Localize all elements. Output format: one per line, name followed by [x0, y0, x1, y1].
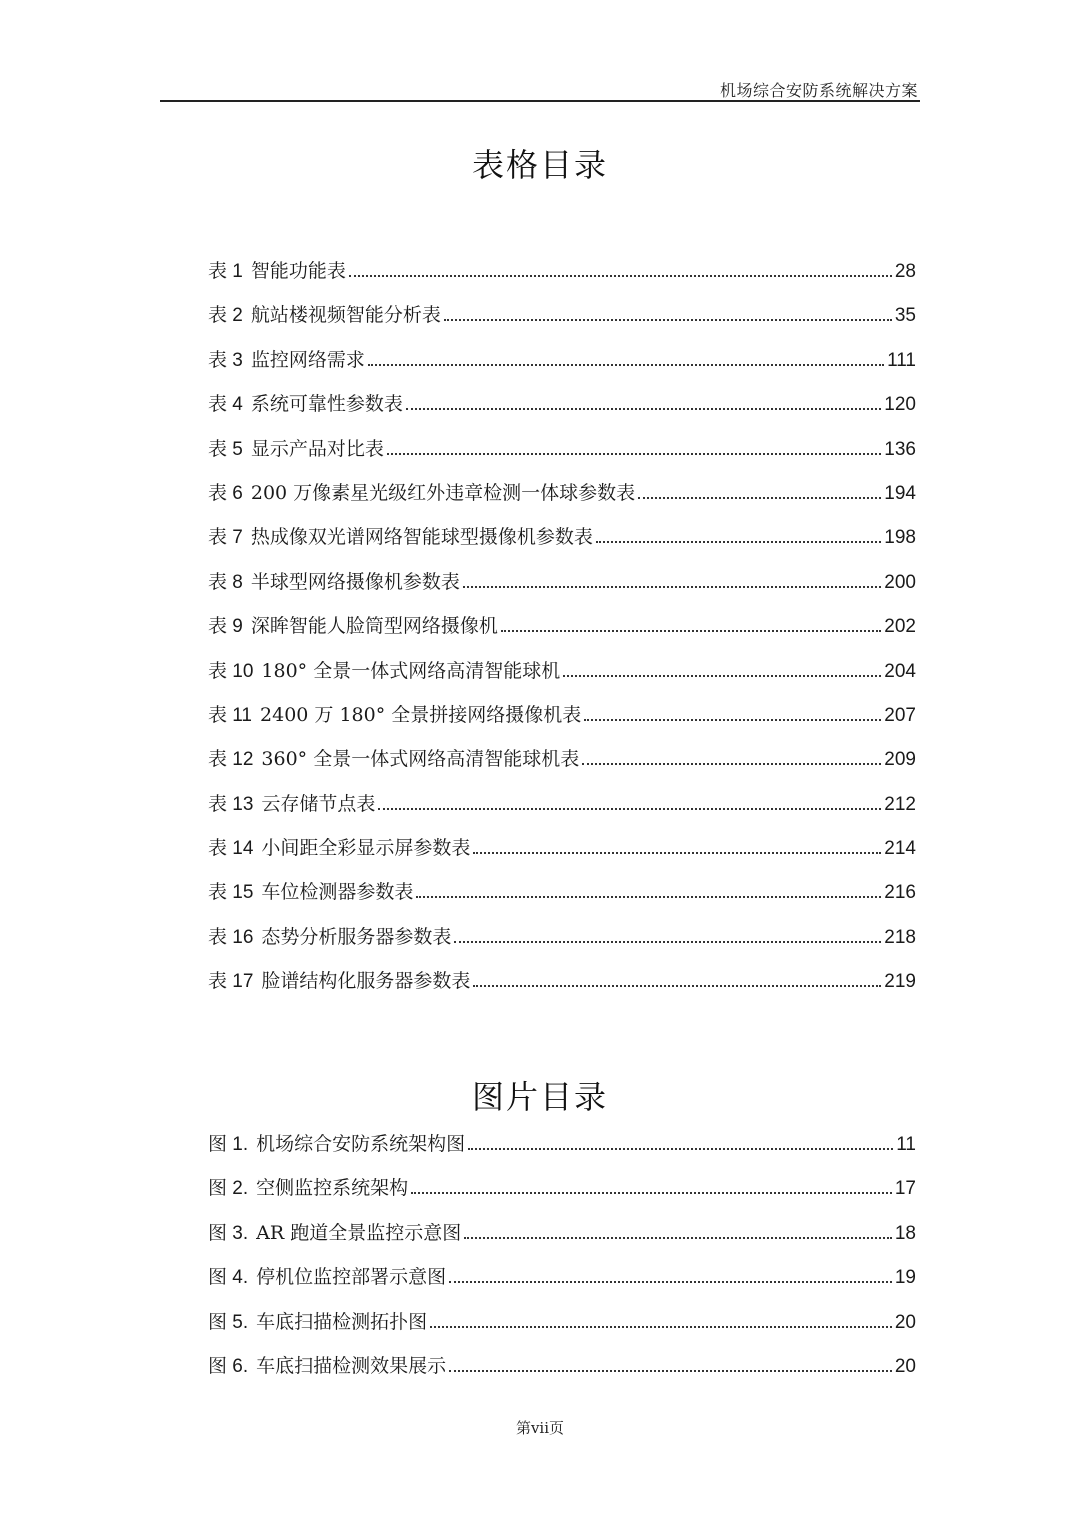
toc-entry-title: 180° 全景一体式网络高清智能球机 — [261, 659, 561, 682]
toc-entry-label: 表 1 — [208, 261, 243, 282]
toc-entry-label: 表 10 — [208, 660, 254, 682]
toc-entry-page: 194 — [884, 482, 916, 504]
toc-entry-title: 机场综合安防系统架构图 — [256, 1133, 466, 1155]
toc-entry-page: 28 — [894, 261, 916, 282]
toc-entry-title: 车底扫描检测效果展示 — [256, 1354, 447, 1377]
toc-dot-leader — [468, 1148, 893, 1150]
toc-entry-label: 表 16 — [208, 926, 254, 948]
toc-entry-page: 136 — [884, 438, 916, 460]
toc-entry-page: 20 — [894, 1355, 916, 1377]
toc-entry-page: 219 — [884, 971, 916, 993]
toc-entry-page: 214 — [884, 838, 916, 860]
toc-entry-label: 表 9 — [208, 616, 243, 638]
toc-entry-label: 表 13 — [208, 793, 254, 815]
toc-dot-leader — [449, 1370, 892, 1372]
tables-toc-entry[interactable] — [208, 300, 916, 344]
toc-entry-label: 表 12 — [208, 749, 254, 771]
figures-toc-entry[interactable] — [208, 1262, 916, 1306]
tables-toc-entry[interactable] — [208, 922, 916, 966]
toc-dot-leader — [449, 1281, 892, 1283]
page-header-title: 机场综合安防系统解决方案 — [719, 81, 918, 100]
toc-dot-leader — [563, 675, 881, 677]
toc-dot-leader — [349, 275, 892, 277]
figures-toc-entry[interactable] — [208, 1129, 916, 1173]
toc-entry-page: 218 — [884, 926, 916, 948]
tables-toc-entry[interactable] — [208, 567, 916, 611]
toc-dot-leader — [378, 808, 881, 810]
toc-entry-title: 车位检测器参数表 — [261, 881, 414, 904]
toc-entry-label: 表 11 — [208, 704, 253, 726]
toc-entry-page: 209 — [884, 749, 916, 771]
toc-entry-title: 车底扫描检测拓扑图 — [256, 1310, 428, 1333]
toc-dot-leader — [473, 985, 881, 987]
tables-toc-entry[interactable] — [208, 389, 916, 433]
toc-entry-page: 120 — [884, 394, 916, 416]
tables-toc-entry[interactable] — [208, 700, 916, 744]
tables-toc-entry[interactable] — [208, 256, 916, 300]
toc-entry-label: 表 2 — [208, 305, 243, 327]
toc-entry-title: 深眸智能人脸筒型网络摄像机 — [250, 615, 498, 638]
toc-entry-label: 表 8 — [208, 571, 243, 593]
toc-entry-title: 200 万像素星光级红外违章检测一体球参数表 — [250, 481, 636, 504]
toc-entry-title: AR 跑道全景监控示意图 — [256, 1221, 462, 1244]
tables-toc-entry[interactable] — [208, 744, 916, 788]
toc-entry-title: 智能功能表 — [250, 260, 346, 282]
toc-entry-label: 表 6 — [208, 482, 243, 504]
toc-entry-title: 半球型网络摄像机参数表 — [250, 570, 460, 593]
toc-entry-page: 19 — [894, 1267, 916, 1289]
toc-entry-title: 脸谱结构化服务器参数表 — [261, 970, 471, 993]
toc-entry-page: 35 — [894, 305, 916, 327]
toc-entry-title: 360° 全景一体式网络高清智能球机表 — [261, 748, 580, 771]
toc-entry-label: 表 3 — [208, 349, 243, 371]
toc-entry-label: 图 1. — [208, 1134, 249, 1155]
toc-entry-page: 200 — [884, 571, 916, 593]
toc-entry-page: 202 — [884, 616, 916, 638]
figures-toc-entry[interactable] — [208, 1173, 916, 1217]
toc-dot-leader — [430, 1326, 892, 1328]
toc-dot-leader — [464, 1237, 892, 1239]
toc-entry-title: 停机位监控部署示意图 — [256, 1266, 447, 1289]
toc-dot-leader — [406, 408, 881, 410]
toc-entry-title: 态势分析服务器参数表 — [261, 925, 452, 948]
toc-dot-leader — [416, 896, 881, 898]
toc-entry-title: 航站楼视频智能分析表 — [250, 304, 441, 327]
toc-dot-leader — [444, 319, 892, 321]
toc-entry-page: 20 — [894, 1311, 916, 1333]
header-rule — [160, 100, 920, 102]
tables-toc-entry[interactable] — [208, 611, 916, 655]
tables-toc-entry[interactable] — [208, 478, 916, 522]
tables-toc-entry[interactable] — [208, 345, 916, 389]
figures-toc-entry[interactable] — [208, 1307, 916, 1351]
toc-entry-title: 系统可靠性参数表 — [250, 393, 403, 416]
toc-entry-label: 表 14 — [208, 838, 254, 860]
toc-entry-page: 11 — [896, 1134, 916, 1155]
toc-entry-label: 表 15 — [208, 882, 254, 904]
figures-toc-entry[interactable] — [208, 1218, 916, 1262]
tables-toc-entry[interactable] — [208, 656, 916, 700]
toc-dot-leader — [584, 719, 881, 721]
toc-dot-leader — [582, 763, 881, 765]
toc-entry-page: 17 — [894, 1178, 916, 1200]
toc-entry-title: 热成像双光谱网络智能球型摄像机参数表 — [250, 526, 593, 549]
toc-entry-label: 图 6. — [208, 1355, 249, 1377]
toc-entry-label: 表 4 — [208, 394, 243, 416]
toc-entry-page: 207 — [884, 704, 916, 726]
toc-dot-leader — [638, 497, 881, 499]
toc-dot-leader — [473, 852, 881, 854]
toc-entry-label: 表 17 — [208, 971, 254, 993]
toc-dot-leader — [368, 364, 884, 366]
toc-dot-leader — [596, 541, 881, 543]
toc-entry-page: 212 — [884, 793, 916, 815]
tables-toc-entry[interactable] — [208, 522, 916, 566]
toc-entry-label: 表 7 — [208, 527, 243, 549]
tables-section-title: 表格目录 — [471, 146, 608, 184]
toc-entry-title: 小间距全彩显示屏参数表 — [261, 837, 471, 860]
toc-dot-leader — [463, 586, 881, 588]
toc-entry-label: 图 3. — [208, 1222, 249, 1244]
toc-entry-label: 图 5. — [208, 1311, 249, 1333]
toc-entry-page: 18 — [894, 1222, 916, 1244]
tables-toc-entry[interactable] — [208, 877, 916, 921]
toc-dot-leader — [454, 941, 881, 943]
tables-toc-entry[interactable] — [208, 833, 916, 877]
toc-entry-title: 监控网络需求 — [250, 348, 365, 371]
toc-entry-label: 图 2. — [208, 1178, 249, 1200]
toc-entry-title: 云存储节点表 — [261, 792, 376, 815]
toc-entry-page: 204 — [884, 660, 916, 682]
toc-entry-label: 表 5 — [208, 438, 243, 460]
toc-entry-page: 216 — [884, 882, 916, 904]
figures-section-title: 图片目录 — [471, 1078, 608, 1116]
figures-toc-entry[interactable] — [208, 1351, 916, 1395]
toc-dot-leader — [387, 453, 881, 455]
toc-entry-page: 111 — [887, 349, 916, 371]
footer-page-number: 第vii页 — [515, 1419, 565, 1437]
toc-dot-leader — [411, 1192, 892, 1194]
figures-toc-list — [208, 1129, 916, 1395]
tables-toc-entry[interactable] — [208, 789, 916, 833]
toc-dot-leader — [501, 630, 881, 632]
toc-entry-title: 空侧监控系统架构 — [256, 1177, 409, 1200]
toc-entry-label: 图 4. — [208, 1267, 249, 1289]
toc-entry-title: 2400 万 180° 全景拼接网络摄像机表 — [260, 703, 582, 726]
tables-toc-entry[interactable] — [208, 434, 916, 478]
toc-entry-title: 显示产品对比表 — [250, 437, 384, 460]
tables-toc-list — [208, 256, 916, 1011]
tables-toc-entry[interactable] — [208, 966, 916, 1010]
toc-entry-page: 198 — [884, 527, 916, 549]
